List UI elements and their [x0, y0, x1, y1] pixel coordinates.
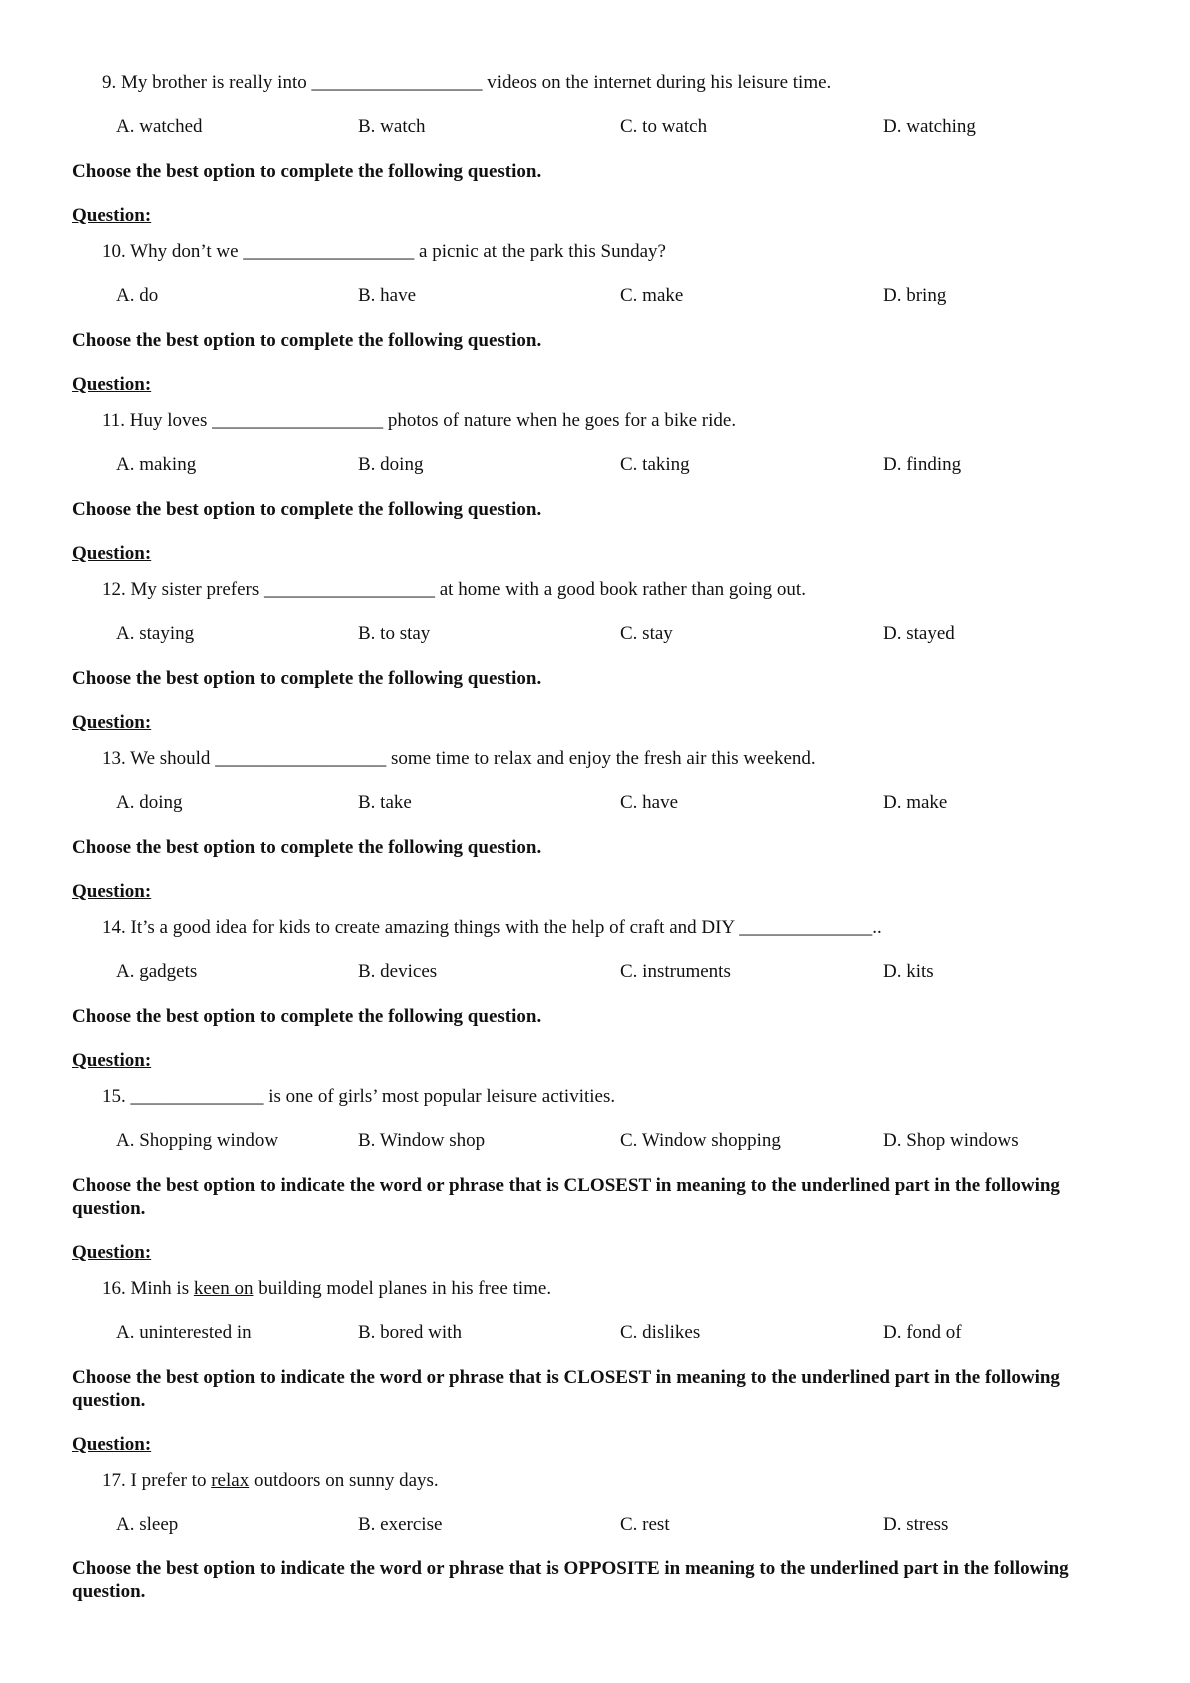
option-c[interactable]: C. rest	[620, 1514, 670, 1535]
question-15-stem	[102, 1085, 615, 1108]
answer-blank: __________________	[215, 748, 387, 769]
question-11-stem	[102, 409, 736, 432]
option-a[interactable]: A. doing	[116, 792, 183, 813]
option-d[interactable]: D. Shop windows	[883, 1130, 1019, 1151]
option-b[interactable]: B. exercise	[358, 1514, 443, 1535]
question-17-stem	[102, 1469, 439, 1492]
option-a[interactable]: A. staying	[116, 623, 195, 644]
option-c[interactable]: C. dislikes	[620, 1322, 701, 1343]
option-d[interactable]: D. make	[883, 792, 948, 813]
option-b[interactable]: B. watch	[358, 116, 426, 137]
option-c[interactable]: C. taking	[620, 454, 690, 475]
stem-text: ..	[872, 917, 882, 938]
question-label: Question:	[72, 1434, 152, 1455]
option-b[interactable]: B. have	[358, 285, 417, 306]
option-c[interactable]: C. Window shopping	[620, 1130, 781, 1151]
instruction: Choose the best option to complete the following question.	[72, 499, 542, 520]
stem-text: building model planes in his free time.	[253, 1278, 552, 1299]
instruction: Choose the best option to indicate the word or phrase that is CLOSEST in meaning to the underlined part in the following question.	[72, 1367, 1060, 1411]
stem-text: 12. My sister prefers	[102, 579, 264, 600]
option-b[interactable]: B. doing	[358, 454, 424, 475]
option-c[interactable]: C. make	[620, 285, 684, 306]
stem-text: 15.	[102, 1086, 131, 1107]
answer-blank: __________________	[264, 579, 435, 600]
answer-blank: ______________	[739, 917, 873, 938]
stem-text: a picnic at the park this Sunday?	[414, 241, 666, 262]
question-label: Question:	[72, 881, 152, 902]
option-a[interactable]: A. sleep	[116, 1514, 179, 1535]
option-a[interactable]: A. do	[116, 285, 159, 306]
stem-text: 9. My brother is really into	[102, 72, 312, 93]
option-b[interactable]: B. devices	[358, 961, 438, 982]
stem-text: 17. I prefer to	[102, 1470, 212, 1491]
answer-blank: __________________	[212, 410, 384, 431]
option-b[interactable]: B. to stay	[358, 623, 431, 644]
instruction: Choose the best option to indicate the word or phrase that is CLOSEST in meaning to the underlined part in the following question.	[72, 1175, 1060, 1219]
option-d[interactable]: D. watching	[883, 116, 976, 137]
stem-text: some time to relax and enjoy the fresh air this weekend.	[386, 748, 816, 769]
question-9-stem	[102, 71, 831, 94]
stem-text: 14. It’s a good idea for kids to create amazing things with the help of craft and DIY	[102, 917, 740, 938]
stem-text: videos on the internet during his leisure time.	[482, 72, 832, 93]
stem-text: is one of girls’ most popular leisure activities.	[263, 1086, 616, 1107]
underlined-word: relax	[211, 1470, 250, 1491]
question-label: Question:	[72, 712, 152, 733]
question-label: Question:	[72, 543, 152, 564]
option-d[interactable]: D. kits	[883, 961, 934, 982]
instruction: Choose the best option to complete the following question.	[72, 837, 542, 858]
option-c[interactable]: C. instruments	[620, 961, 731, 982]
stem-text: 11. Huy loves	[102, 410, 213, 431]
instruction: Choose the best option to complete the following question.	[72, 161, 542, 182]
option-b[interactable]: B. bored with	[358, 1322, 462, 1343]
question-12-stem	[102, 578, 806, 601]
answer-blank: __________________	[243, 241, 415, 262]
instruction: Choose the best option to complete the following question.	[72, 668, 542, 689]
question-16-stem	[102, 1277, 551, 1300]
option-a[interactable]: A. Shopping window	[116, 1130, 279, 1151]
stem-text: 16. Minh is	[102, 1278, 194, 1299]
option-c[interactable]: C. to watch	[620, 116, 708, 137]
question-13-stem	[102, 747, 816, 770]
option-a[interactable]: A. making	[116, 454, 197, 475]
instruction: Choose the best option to complete the following question.	[72, 1006, 542, 1027]
stem-text: 13. We should	[102, 748, 216, 769]
answer-blank: __________________	[311, 72, 483, 93]
stem-text: at home with a good book rather than going out.	[435, 579, 806, 600]
question-10-stem	[102, 240, 666, 263]
stem-text: 10. Why don’t we	[102, 241, 244, 262]
option-c[interactable]: C. have	[620, 792, 679, 813]
question-14-stem	[102, 916, 882, 939]
question-label: Question:	[72, 1050, 152, 1071]
stem-text: outdoors on sunny days.	[249, 1470, 439, 1491]
option-d[interactable]: D. stress	[883, 1514, 949, 1535]
option-a[interactable]: A. gadgets	[116, 961, 198, 982]
option-d[interactable]: D. finding	[883, 454, 962, 475]
answer-blank: ______________	[130, 1086, 264, 1107]
stem-text: photos of nature when he goes for a bike ride.	[383, 410, 737, 431]
question-label: Question:	[72, 205, 152, 226]
option-d[interactable]: D. bring	[883, 285, 947, 306]
option-a[interactable]: A. watched	[116, 116, 203, 137]
option-c[interactable]: C. stay	[620, 623, 673, 644]
option-d[interactable]: D. fond of	[883, 1322, 962, 1343]
instruction: Choose the best option to complete the following question.	[72, 330, 542, 351]
instruction: Choose the best option to indicate the word or phrase that is OPPOSITE in meaning to the underlined part in the following question.	[72, 1558, 1069, 1602]
option-d[interactable]: D. stayed	[883, 623, 955, 644]
underlined-phrase: keen on	[193, 1278, 254, 1299]
option-b[interactable]: B. Window shop	[358, 1130, 486, 1151]
question-label: Question:	[72, 374, 152, 395]
option-b[interactable]: B. take	[358, 792, 412, 813]
question-label: Question:	[72, 1242, 152, 1263]
option-a[interactable]: A. uninterested in	[116, 1322, 252, 1343]
